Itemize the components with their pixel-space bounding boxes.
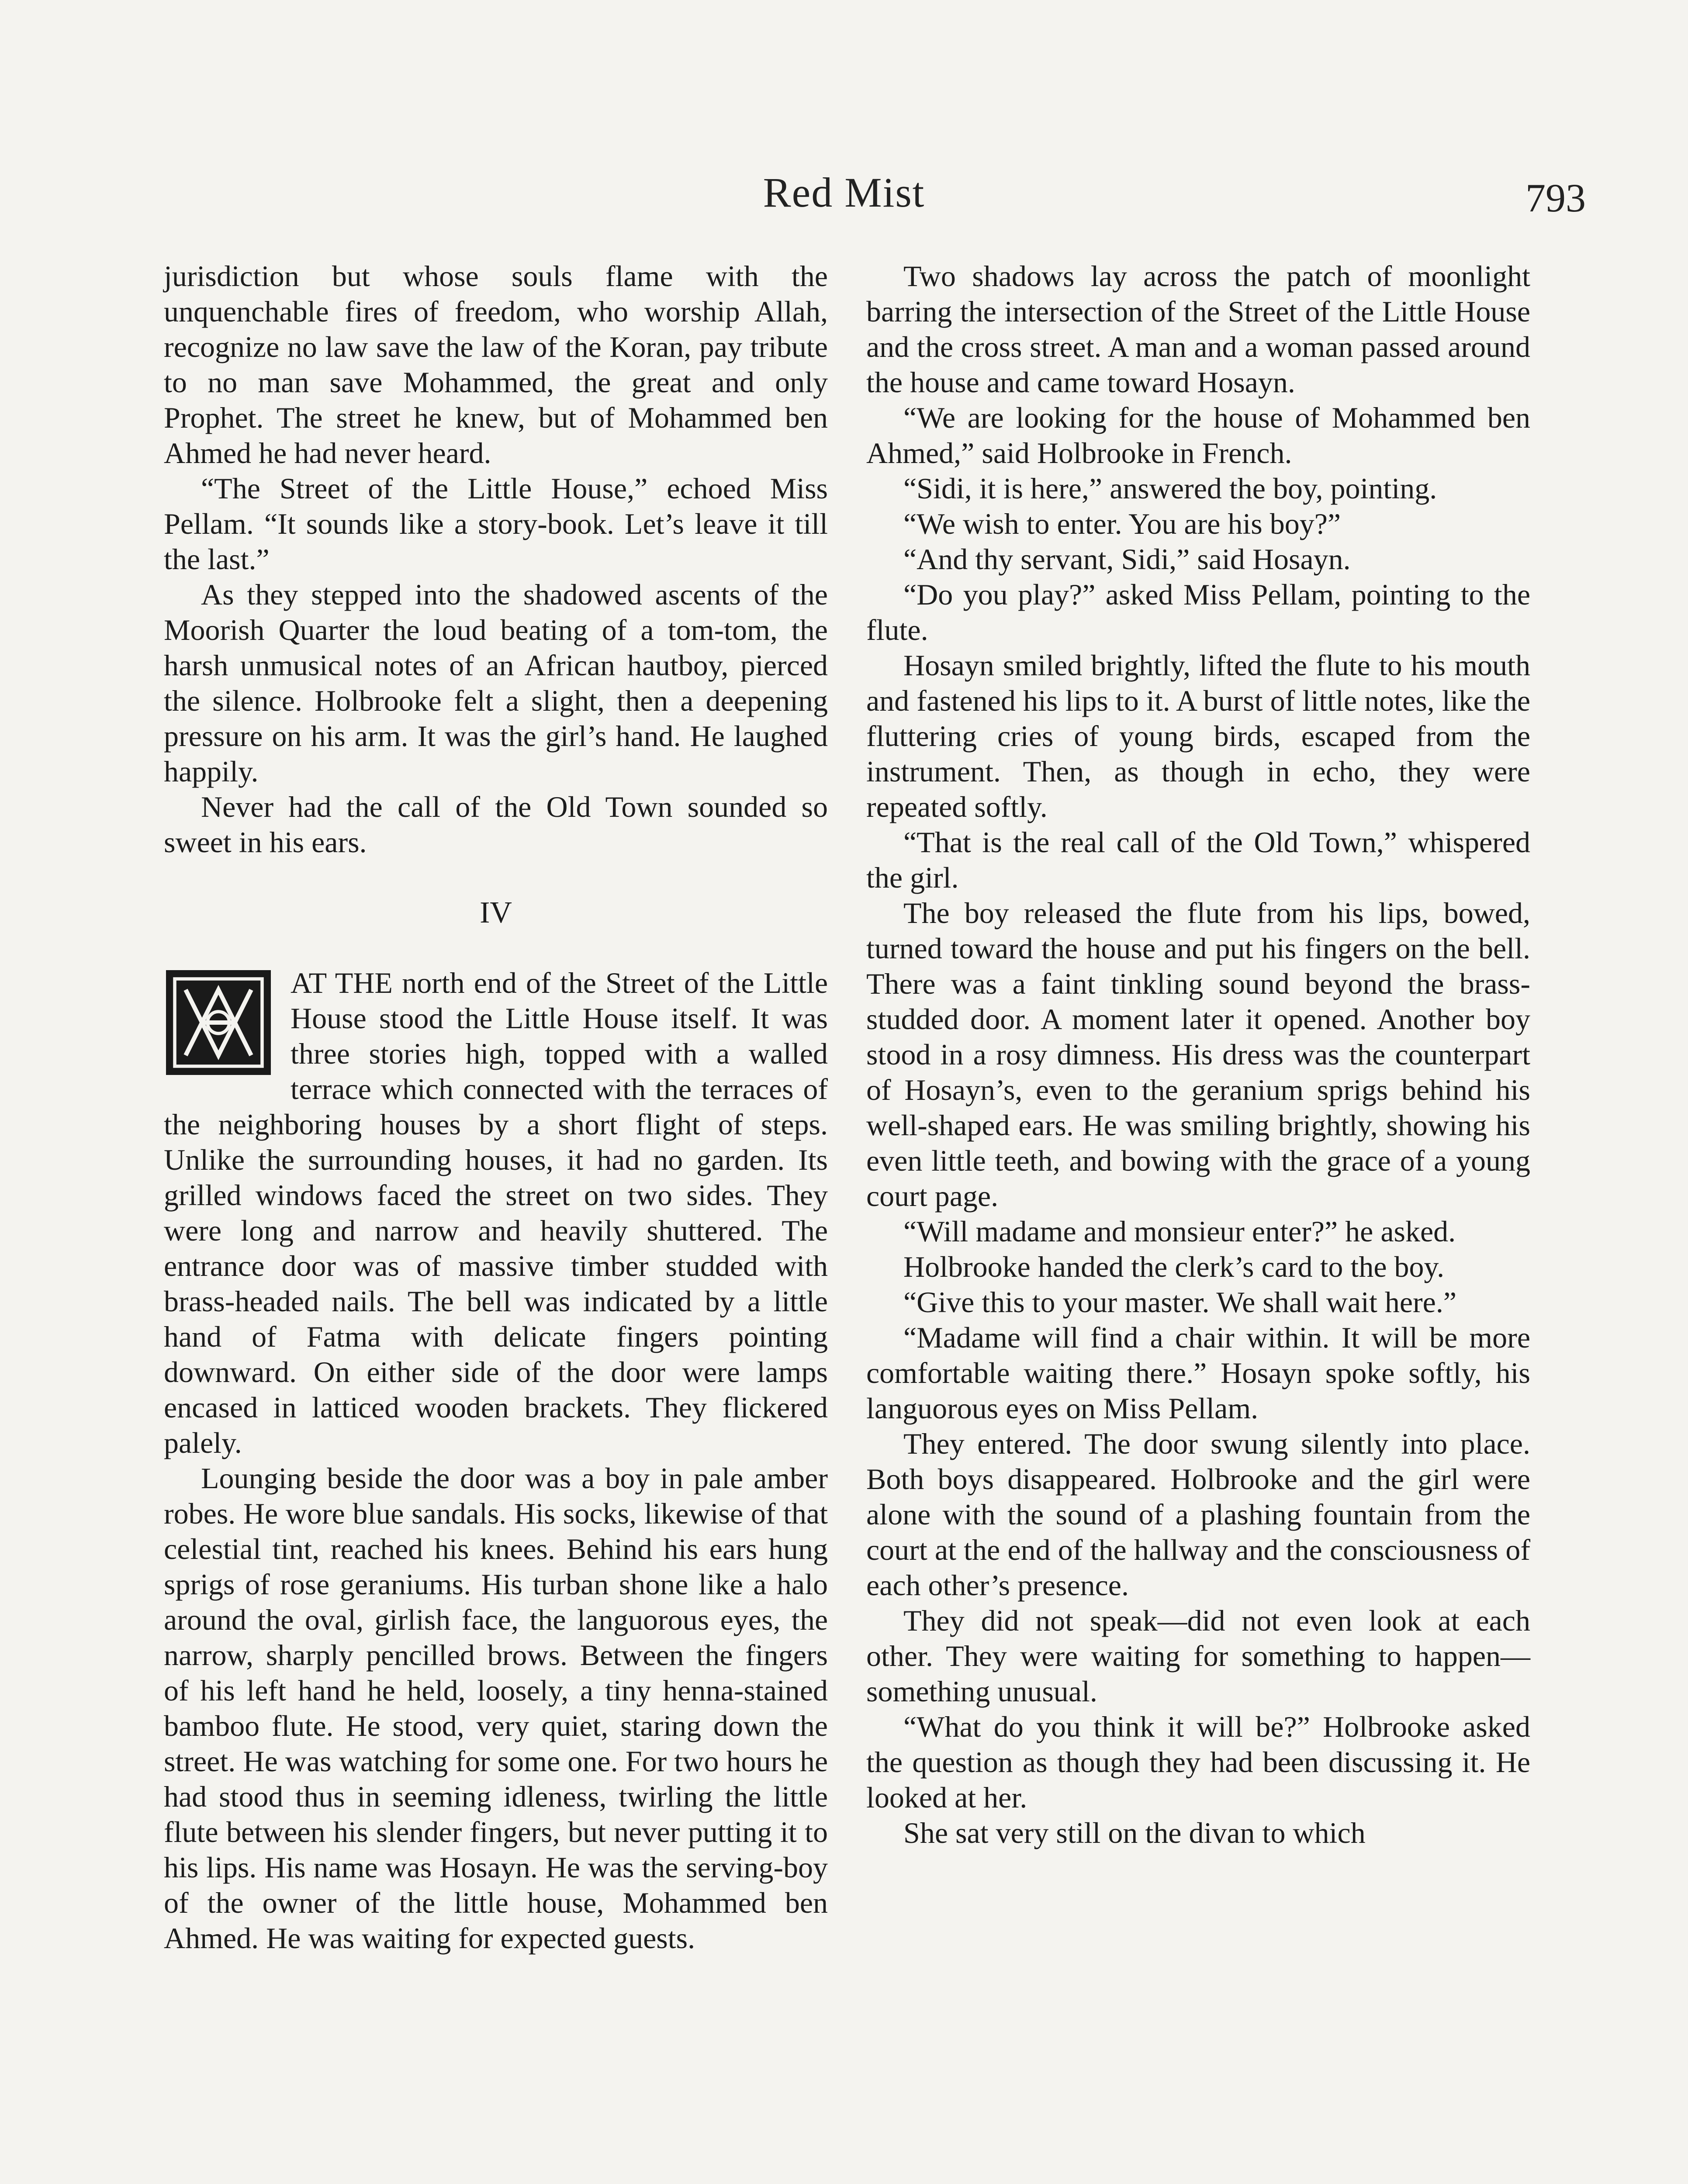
page-number: 793 bbox=[1525, 176, 1586, 220]
running-title: Red Mist bbox=[763, 169, 925, 216]
paragraph: “Do you play?” asked Miss Pellam, pointing to the flute. bbox=[866, 578, 1530, 646]
paragraph: “The Street of the Little House,” echoed Miss Pellam. “It sounds like a story-book. Let’s leave it till the last.” bbox=[164, 472, 828, 576]
paragraph: “Give this to your master. We shall wait here.” bbox=[903, 1286, 1457, 1319]
paragraph: They did not speak—did not even look at each other. They were waiting for something to happen—something unusual. bbox=[866, 1604, 1530, 1708]
paragraph: The boy released the flute from his lips, bowed, turned toward the house and put his fingers on the bell. There was a faint tinkling sound beyond the brass-studded door. A moment later it opened. Another boy stood in a rosy dimness. His dress was the counterpart of Hosayn’s, even to the geranium sprigs behind his well-shaped ears. He was smiling brightly, showing his even little teeth, and bowing with the grace of a young court page. bbox=[866, 896, 1530, 1213]
paragraph: “Will madame and monsieur enter?” he asked. bbox=[903, 1215, 1456, 1248]
paragraph: “Madame will find a chair within. It will be more comfortable waiting there.” Hosayn spoke softly, his languorous eyes on Miss Pellam. bbox=[866, 1321, 1530, 1425]
paragraph: Lounging beside the door was a boy in pale amber robes. He wore blue sandals. His socks, likewise of that celestial tint, reached his knees. Behind his ears hung sprigs of rose geraniums. His turban shone like a halo around the oval, girlish face, the languorous eyes, the narrow, sharply pencilled brows. Between the fingers of his left hand he held, loosely, a tiny henna-stained bamboo flute. He stood, very quiet, staring down the street. He was watching for some one. For two hours he had stood thus in seeming idleness, twirling the little flute between his slender fingers, but never putting it to his lips. His name was Hosayn. He was the serving-boy of the owner of the little house, Mohammed ben Ahmed. He was waiting for expected guests. bbox=[164, 1462, 828, 1955]
paragraph: “And thy servant, Sidi,” said Hosayn. bbox=[903, 543, 1351, 576]
paragraph: Two shadows lay across the patch of moonlight barring the intersection of the Street of the Little House and the cross street. A man and a woman passed around the house and came toward Hosayn. bbox=[866, 259, 1530, 399]
dropcap-ornament-icon bbox=[164, 968, 273, 1077]
paragraph: jurisdiction but whose souls flame with the unquenchable fires of freedom, who worship Allah, recognize no law save the law of the Koran, pay tribute to no man save Mohammed, the great and only Prophet. The street he knew, but of Mohammed ben Ahmed he had never heard. bbox=[164, 259, 828, 470]
paragraph: Hosayn smiled brightly, lifted the flute to his mouth and fastened his lips to it. A burst of little notes, like the fluttering cries of young birds, escaped from the instrument. Then, as though in echo, they were repeated softly. bbox=[866, 649, 1530, 823]
paragraph: They entered. The door swung silently into place. Both boys disappeared. Holbrooke and the girl were alone with the sound of a plashing fountain from the court at the end of the hallway and the consciousness of each other’s presence. bbox=[866, 1427, 1530, 1602]
paragraph: “Sidi, it is here,” answered the boy, pointing. bbox=[903, 472, 1437, 505]
paragraph: She sat very still on the divan to which bbox=[903, 1816, 1366, 1849]
paragraph: Holbrooke handed the clerk’s card to the boy. bbox=[903, 1250, 1445, 1283]
paragraph: “We are looking for the house of Mohammed ben Ahmed,” said Holbrooke in French. bbox=[866, 401, 1530, 470]
section-heading: IV bbox=[480, 896, 512, 930]
paragraph: “What do you think it will be?” Holbrooke asked the question as though they had been discussing it. He looked at her. bbox=[866, 1710, 1530, 1814]
paragraph: Never had the call of the Old Town sounded so sweet in his ears. bbox=[164, 790, 828, 859]
paragraph: AT THE north end of the Street of the Little House stood the Little House itself. It was three stories high, topped with a walled terrace which connected with the terraces of the neighboring houses by a short flight of steps. Unlike the surrounding houses, it had no garden. Its grilled windows faced the street on two sides. They were long and narrow and heavily shuttered. The entrance door was of massive timber studded with brass-headed nails. The bell was indicated by a little hand of Fatma with delicate fingers pointing downward. On either side of the door were lamps encased in latticed wooden brackets. They flickered palely. bbox=[164, 966, 828, 1459]
paragraph: As they stepped into the shadowed ascents of the Moorish Quarter the loud beating of a tom-tom, the harsh unmusical notes of an African hautboy, pierced the silence. Holbrooke felt a slight, then a deepening pressure on his arm. It was the girl’s hand. He laughed happily. bbox=[164, 578, 828, 788]
paragraph: “We wish to enter. You are his boy?” bbox=[903, 507, 1341, 540]
right-column bbox=[866, 259, 1530, 1851]
paragraph: “That is the real call of the Old Town,” whispered the girl. bbox=[866, 826, 1530, 894]
left-column bbox=[164, 259, 828, 1956]
ornamental-dropcap bbox=[164, 968, 273, 1077]
